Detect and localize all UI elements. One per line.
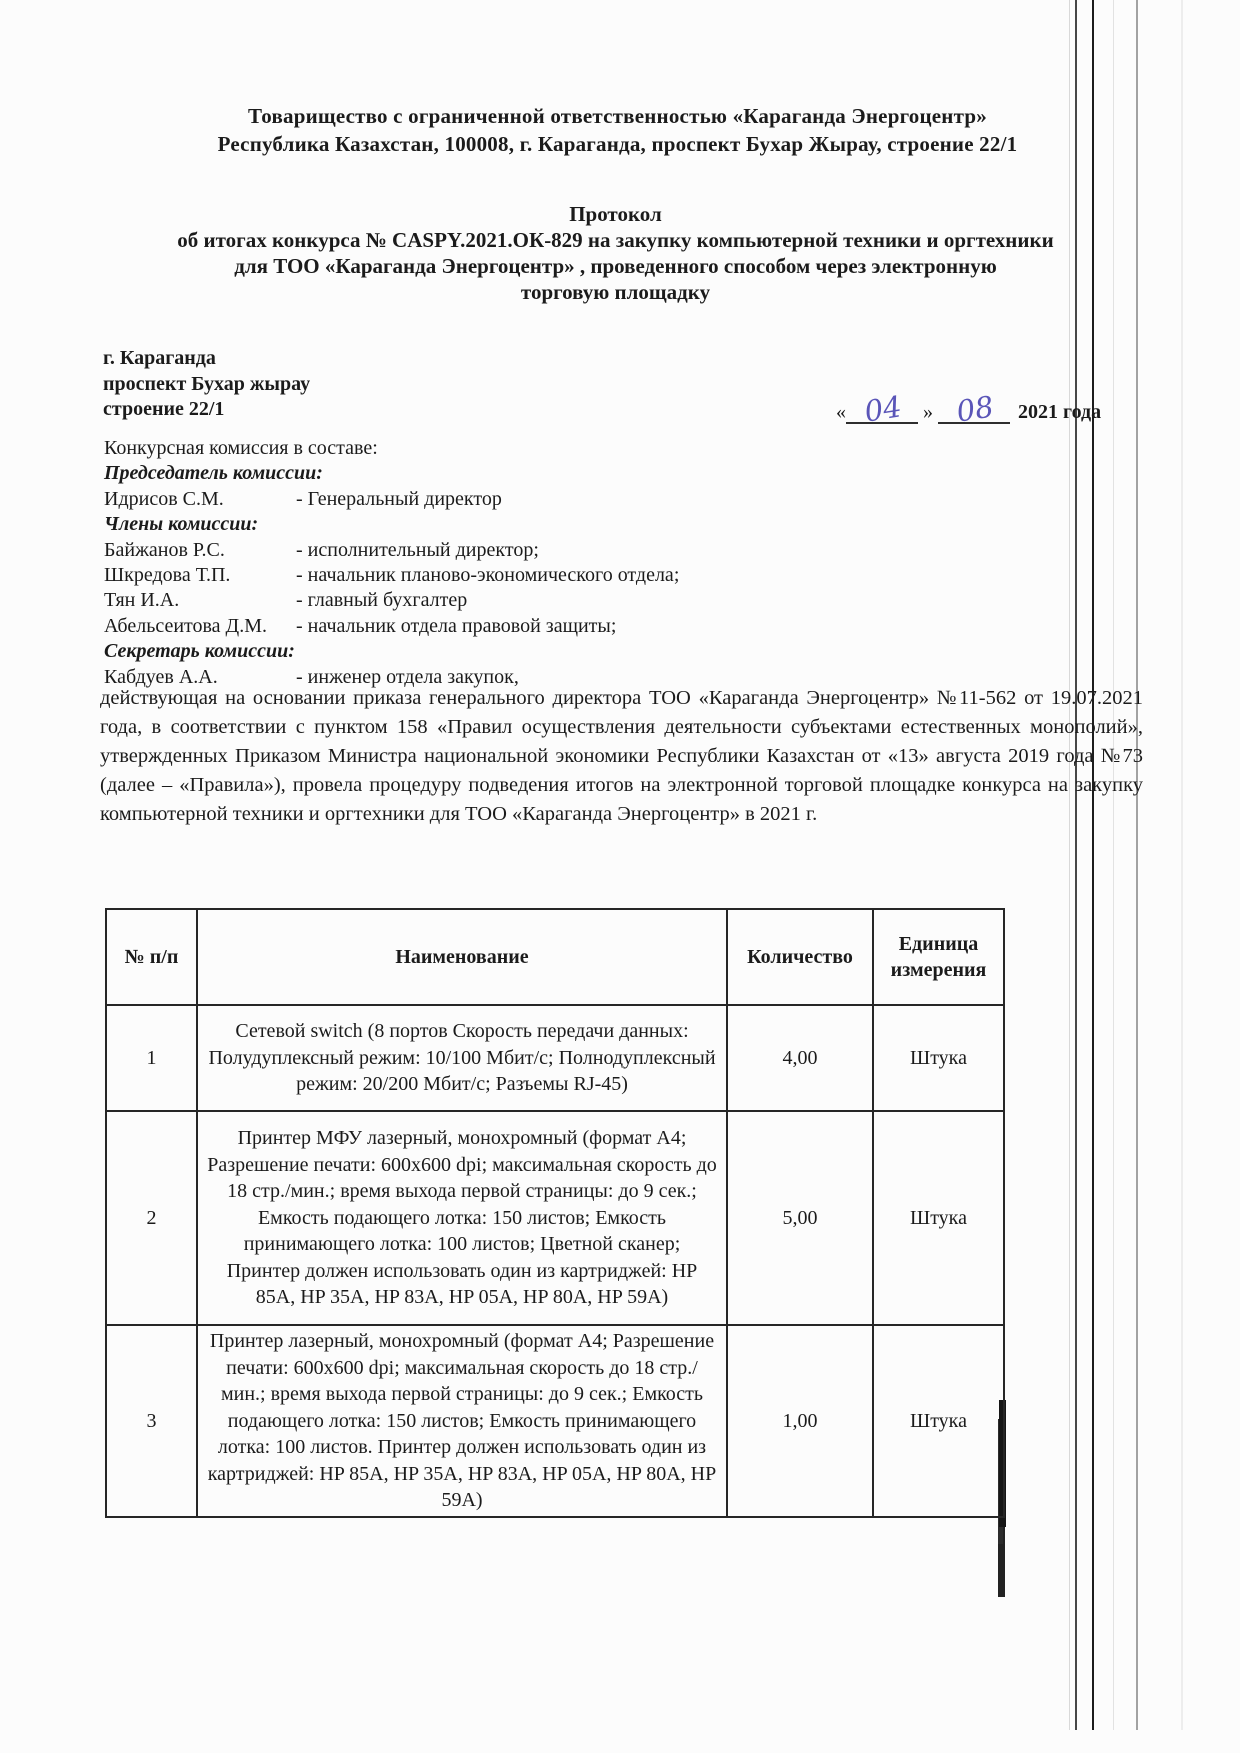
date-month-blank: [938, 388, 1010, 429]
date-open-quote: «: [836, 401, 846, 423]
place-street: проспект Бухар жырау: [103, 372, 311, 395]
header-unit: Единица измерения: [873, 909, 1004, 1005]
date-day-blank: [846, 388, 918, 429]
date-close-quote: »: [923, 401, 933, 423]
member-name: Идрисов С.М.: [104, 487, 224, 510]
item-quantity: 4,00: [727, 1005, 873, 1111]
item-unit: Штука: [873, 1111, 1004, 1325]
scan-artifact-line: [1181, 0, 1183, 1730]
title-line: для ТОО «Караганда Энергоцентр» , проведенного способом через электронную: [234, 254, 997, 278]
org-address-line: Республика Казахстан, 100008, г. Караганда, проспект Бухар Жырау, строение 22/1: [217, 132, 1018, 156]
member-name: Шкредова Т.П.: [104, 564, 231, 587]
commission-member-row: [104, 563, 1114, 588]
place-building: строение 22/1: [103, 398, 225, 420]
header-quantity: Количество: [727, 909, 873, 1005]
org-name-line: Товарищество с ограниченной ответственностью «Караганда Энергоцентр»: [248, 104, 987, 128]
commission-intro: Конкурсная комиссия в составе:: [104, 437, 378, 459]
commission-member-row: [104, 538, 1114, 563]
commission-section-heading: Председатель комиссии:: [104, 462, 323, 485]
item-unit: Штука: [873, 1005, 1004, 1111]
table-header-row: [106, 909, 1004, 1005]
member-role: - главный бухгалтер: [296, 589, 468, 612]
handwritten-month: 08: [953, 389, 996, 429]
member-role: - инженер отдела закупок,: [296, 665, 519, 688]
body-paragraph: действующая на основании приказа генерального директора ТОО «Караганда Энергоцентр» №11-562 от 19.07.2021 года, в соответствии с пунктом 158 «Правил осуществления деятельности субъектами естественных монополий», утвержденных Приказом Министра национальной экономики Республики Казахстан от «13» августа 2019 года №73 (далее – «Правила»), провела процедуру подведения итогов на электронной торговой площадке конкурса на закупку компьютерной техники и оргтехники для ТОО «Караганда Энергоцентр» в 2021 г.: [100, 687, 1143, 825]
item-quantity: 1,00: [727, 1325, 873, 1517]
member-role: - исполнительный директор;: [296, 538, 539, 561]
table-row: [106, 1111, 1004, 1325]
item-quantity: 5,00: [727, 1111, 873, 1325]
member-role: - начальник планово-экономического отдела;: [296, 564, 680, 587]
table-row: [106, 1005, 1004, 1111]
item-unit: Штука: [873, 1325, 1004, 1517]
document-title: Протокол: [569, 202, 662, 226]
item-name: Принтер лазерный, монохромный (формат А4; Разрешение печати: 600х600 dpi; максимальная скорость до 18 стр./мин.; время выхода первой страницы: до 9 сек.; Емкость подающего лотка: 150 листов; Емкость принимающего лотка: 100 листов. Принтер должен использовать один из картриджей: HP 85A, HP 35A, HP 83A, HP 05A, HP 80A, HP 59A): [197, 1325, 727, 1517]
commission-lines: [104, 461, 1114, 690]
member-name: Байжанов Р.С.: [104, 538, 225, 561]
title-line: торговую площадку: [520, 280, 711, 304]
row-number: 1: [106, 1005, 197, 1111]
handwritten-day: 04: [861, 389, 904, 429]
title-line: об итогах конкурса № CASPY.2021.ОК-829 на закупку компьютерной техники и оргтехники: [177, 228, 1054, 252]
date-line: [836, 388, 1102, 429]
header-num: № п/п: [106, 909, 197, 1005]
header-name: Наименование: [197, 909, 727, 1005]
commission-member-row: [104, 487, 1114, 512]
commission-member-row: [104, 588, 1114, 613]
commission-section-heading: Секретарь комиссии:: [104, 640, 295, 663]
member-name: Абельсеитова Д.М.: [104, 614, 267, 637]
items-table: [105, 908, 1005, 1518]
member-name: Тян И.А.: [104, 589, 180, 612]
commission-block: [104, 436, 1114, 690]
document-title-block: [78, 201, 1153, 305]
row-number: 3: [106, 1325, 197, 1517]
table-row: [106, 1325, 1004, 1517]
member-name: Кабдуев А.А.: [104, 665, 218, 688]
place-block: [103, 346, 310, 423]
date-year-text: 2021 года: [1018, 401, 1102, 423]
commission-member-row: [104, 614, 1114, 639]
member-role: - начальник отдела правовой защиты;: [296, 614, 617, 637]
member-role: - Генеральный директор: [296, 487, 502, 510]
item-name: Принтер МФУ лазерный, монохромный (формат А4; Разрешение печати: 600х600 dpi; максимальная скорость до 18 стр./мин.; время выхода первой страницы: до 9 сек.; Емкость подающего лотка: 150 листов; Емкость принимающего лотка: 100 листов; Цветной сканер; Принтер должен использовать один из картриджей: HP 85A, HP 35A, HP 83A, HP 05A, HP 80A, HP 59A): [197, 1111, 727, 1325]
row-number: 2: [106, 1111, 197, 1325]
place-city: г. Караганда: [103, 347, 216, 369]
org-header: [95, 102, 1140, 158]
commission-section-heading: Члены комиссии:: [104, 513, 259, 536]
item-name: Сетевой switch (8 портов Скорость передачи данных: Полудуплексный режим: 10/100 Мбит/с; Полнодуплексный режим: 20/200 Мбит/с; Разъемы RJ-45): [197, 1005, 727, 1111]
